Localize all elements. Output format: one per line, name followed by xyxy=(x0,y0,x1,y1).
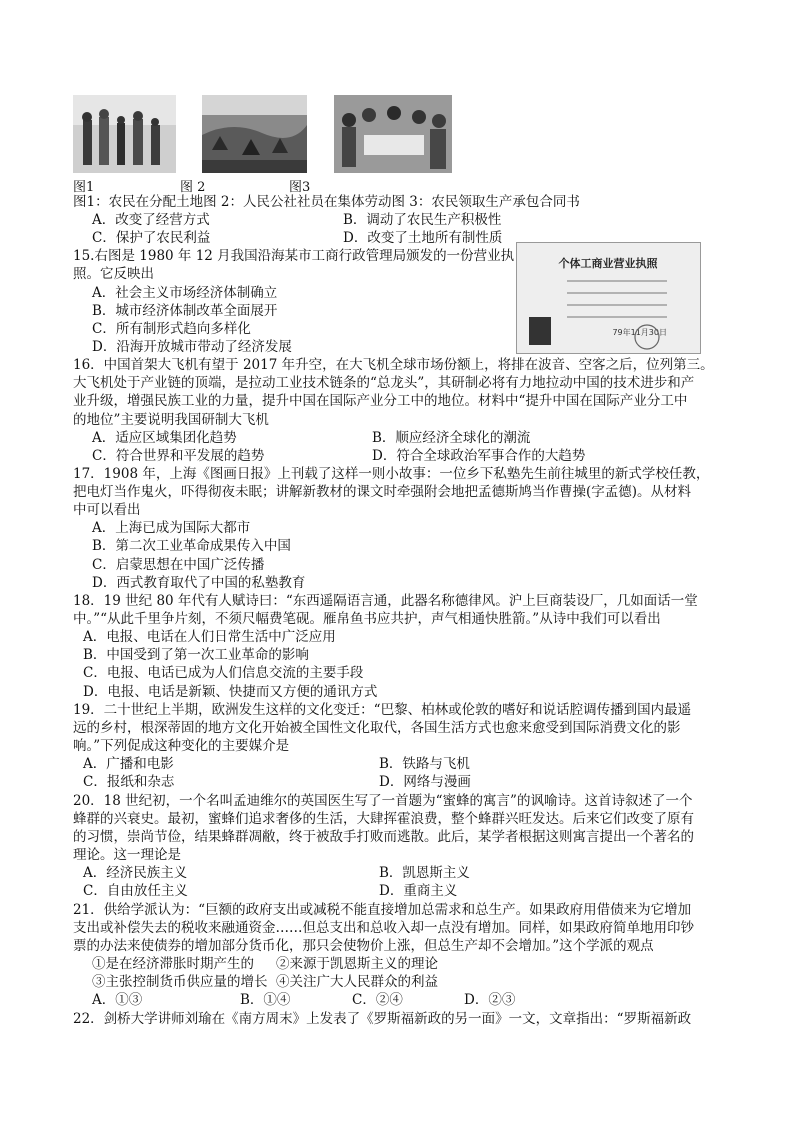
license-drawing xyxy=(517,243,700,353)
photo-2-image xyxy=(202,95,307,173)
photo-3-image xyxy=(334,95,452,173)
q18-option-c: C．电报、电话已成为人们信息交流的主要手段 xyxy=(83,665,364,681)
figure-label-2: 图 2 xyxy=(180,180,206,195)
q20-option-d: D．重商主义 xyxy=(379,883,458,899)
q19-option-b: B．铁路与飞机 xyxy=(379,756,470,772)
q18-stem-line-1: 18．19 世纪 80 年代有人赋诗曰：“东西遥隔语言通，此器名称德律风。沪上巨商装设厂，几如面话一堂 xyxy=(73,593,698,609)
business-license-image xyxy=(516,242,701,354)
q21-option-c: C．②④ xyxy=(352,992,403,1008)
license-title: 个体工商业营业执照 xyxy=(558,257,658,270)
q21-stem-line-3: 票的办法来使债券的增加部分货币化，那只会使物价上涨，但总生产却不会增加。”这个学派的观点 xyxy=(73,938,654,954)
q17-stem-line-2: 把电灯当作鬼火，吓得彻夜未眠；讲解新教材的课文时牵强附会地把孟德斯鸠当作曹操(字孟德)。从材料 xyxy=(73,484,692,500)
q16-stem-line-4: 的地位”主要说明我国研制大飞机 xyxy=(73,412,269,428)
q15-option-a: A．社会主义市场经济体制确立 xyxy=(92,285,278,301)
q21-option-d: D．②③ xyxy=(464,992,516,1008)
q16-stem-line-1: 16．中国首架大飞机有望于 2017 年升空，在大飞机全球市场份额上，将排在波音、空客之后，位列第三。 xyxy=(73,357,714,373)
q20-option-b: B．凯恩斯主义 xyxy=(379,865,470,881)
q21-item-3: ③主张控制货币供应量的增长 xyxy=(92,974,268,990)
q18-option-a: A．电报、电话在人们日常生活中广泛应用 xyxy=(83,629,336,645)
q22-stem-line-1: 22．剑桥大学讲师刘瑜在《南方周末》上发表了《罗斯福新政的另一面》一文，文章指出：“罗斯福新政 xyxy=(73,1011,692,1027)
q16-option-d: D．符合全球政治军事合作的大趋势 xyxy=(372,448,586,464)
q20-stem-line-2: 蜂群的兴衰史。最初，蜜蜂们追求奢侈的生活，大肆挥霍浪费，整个蜂群兴旺发达。后来它们改变了原有 xyxy=(73,811,694,827)
q21-stem-line-2: 支出或补偿失去的税收来融通资金……但总支出和总收入却一点没有增加。同样，如果政府简单地用印钞 xyxy=(73,920,694,936)
q18-stem-line-2: 中。”“从此千里争片刻，不须尺幅费笔砚。雁帛鱼书应共护，声气相通快胜箭。”从诗中我们可以看出 xyxy=(73,611,661,627)
q19-stem-line-1: 19．二十世纪上半期，欧洲发生这样的文化变迁：“巴黎、柏林或伦敦的嗜好和说话腔调传播到国内最遥 xyxy=(73,702,692,718)
photo-1-image xyxy=(73,95,176,173)
q21-option-a: A．①③ xyxy=(92,992,143,1008)
q19-option-c: C．报纸和杂志 xyxy=(83,774,175,790)
q21-item-1: ①是在经济滞胀时期产生的 xyxy=(92,956,254,972)
q21-item-2: ②来源于凯恩斯主义的理论 xyxy=(276,956,438,972)
q16-option-b: B．顺应经济全球化的潮流 xyxy=(372,430,531,446)
q21-option-b: B．①④ xyxy=(240,992,291,1008)
q19-option-d: D．网络与漫画 xyxy=(379,774,471,790)
q14-option-a: A．改变了经营方式 xyxy=(92,212,210,228)
q18-option-b: B．中国受到了第一次工业革命的影响 xyxy=(83,647,309,663)
q19-stem-line-3: 响。”下列促成这种变化的主要媒介是 xyxy=(73,738,290,754)
q17-stem-line-3: 中可以看出 xyxy=(73,502,141,518)
q16-option-a: A．适应区域集团化趋势 xyxy=(92,430,237,446)
q20-stem-line-1: 20．18 世纪初，一个名叫孟迪维尔的英国医生写了一首题为“蜜蜂的寓言”的讽喻诗。这首诗叙述了一个 xyxy=(73,793,693,809)
q16-stem-line-2: 大飞机处于产业链的顶端，是拉动工业技术链条的“总龙头”，其研制必将有力地拉动中国的技术进步和产 xyxy=(73,375,695,391)
q14-option-d: D．改变了土地所有制性质 xyxy=(343,230,503,246)
q20-stem-line-4: 理论。这一理论是 xyxy=(73,847,181,863)
q15-option-b: B．城市经济体制改革全面展开 xyxy=(92,303,278,319)
q20-option-c: C．自由放任主义 xyxy=(83,883,188,899)
q20-stem-line-3: 的习惯，崇尚节俭，结果蜂群凋敝，终于被敌手打败而逃散。此后，某学者根据这则寓言提出一个著名的 xyxy=(73,829,694,845)
q20-option-a: A．经济民族主义 xyxy=(83,865,188,881)
figure-label-1: 图1 xyxy=(73,180,95,195)
license-date: 79年11月30日 xyxy=(612,328,667,337)
photo-commune-labor xyxy=(202,95,307,173)
q19-stem-line-2: 远的乡村，根深蒂固的地方文化开始被全国性文化取代，各国生活方式也愈来愈受到国际消费文化的影 xyxy=(73,720,681,736)
q17-option-d: D．西式教育取代了中国的私塾教育 xyxy=(92,575,306,591)
q14-option-b: B．调动了农民生产积极性 xyxy=(343,212,502,228)
q21-item-4: ④关注广大人民群众的利益 xyxy=(276,974,438,990)
figure-label-3: 图3 xyxy=(289,180,311,195)
q15-option-d: D．沿海开放城市带动了经济发展 xyxy=(92,339,292,355)
q15-option-c: C．所有制形式趋向多样化 xyxy=(92,321,251,337)
q16-stem-line-3: 业升级，增强民族工业的力量，提升中国在国际产业分工中的地位。材料中“提升中国在国际产业分工中 xyxy=(73,393,688,409)
q17-option-a: A．上海已成为国际大都市 xyxy=(92,520,251,536)
q15-stem-line-1: 15.右图是 1980 年 12 月我国沿海某市工商行政管理局颁发的一份营业执 xyxy=(73,248,515,264)
q19-option-a: A．广播和电影 xyxy=(83,756,174,772)
q15-stem-line-2: 照。它反映出 xyxy=(73,266,154,282)
q21-stem-line-1: 21．供给学派认为：“巨额的政府支出或减税不能直接增加总需求和总生产。如果政府用借债来为它增加 xyxy=(73,902,692,918)
q16-option-c: C．符合世界和平发展的趋势 xyxy=(92,448,265,464)
figure-caption: 图1：农民在分配土地图 2：人民公社社员在集体劳动图 3：农民领取生产承包合同书 xyxy=(73,194,580,210)
photo-contract-signing xyxy=(334,95,452,173)
q17-option-b: B．第二次工业革命成果传入中国 xyxy=(92,538,291,554)
photo-land-distribution xyxy=(73,95,176,173)
figure-labels xyxy=(73,176,313,194)
q14-option-c: C．保护了农民利益 xyxy=(92,230,211,246)
q18-option-d: D．电报、电话是新颖、快捷而又方便的通讯方式 xyxy=(83,684,378,700)
q17-option-c: C．启蒙思想在中国广泛传播 xyxy=(92,557,265,573)
q17-stem-line-1: 17．1908 年，上海《图画日报》上刊载了这样一则小故事：一位乡下私塾先生前往城里的新式学校任教， xyxy=(73,466,710,482)
